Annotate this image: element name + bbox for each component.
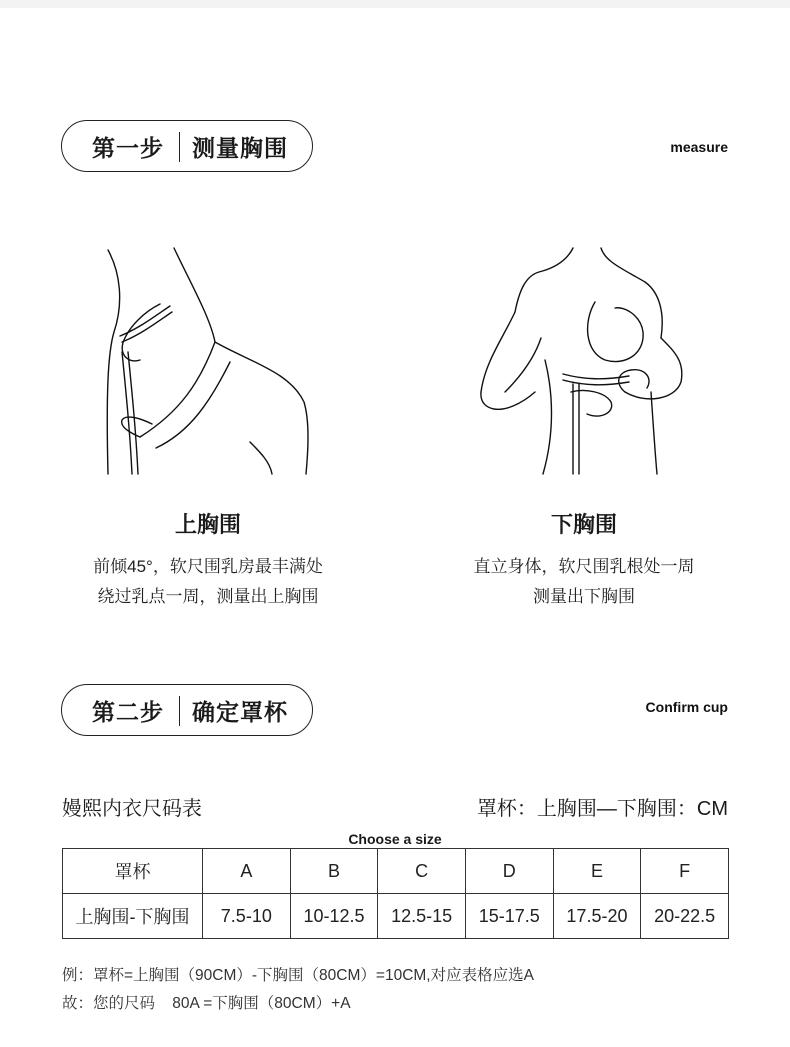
step2-english: Confirm cup xyxy=(645,699,728,715)
step2-name: 确定罩杯 xyxy=(192,698,288,725)
table-header-cell: 罩杯 xyxy=(63,849,203,894)
step2-pill xyxy=(61,684,313,736)
table-header-cell: C xyxy=(378,849,466,894)
table-cell: 15-17.5 xyxy=(465,894,553,939)
figure-desc-upper-line1: 前倾45°，软尺围乳房最丰满处 xyxy=(93,557,323,576)
figure-title-under: 下胸围 xyxy=(550,512,617,537)
table-cell: 上胸围-下胸围 xyxy=(63,894,203,939)
table-header-cell: D xyxy=(465,849,553,894)
example-note: 例：罩杯=上胸围（90CM）-下胸围（80CM）=10CM,对应表格应选A xyxy=(62,967,534,984)
step2-divider xyxy=(179,696,180,726)
table-header-cell: E xyxy=(553,849,641,894)
size-chart-formula: 罩杯：上胸围—下胸围：CM xyxy=(476,798,728,820)
table-header-cell: A xyxy=(203,849,291,894)
figure-title-upper: 上胸围 xyxy=(174,512,241,537)
figure-desc-under-line1: 直立身体，软尺围乳根处一周 xyxy=(473,557,695,576)
step1-divider xyxy=(179,132,180,162)
table-header-cell: B xyxy=(290,849,378,894)
size-table xyxy=(62,848,729,939)
figure-desc-upper-line2: 绕过乳点一周，测量出上胸围 xyxy=(97,587,319,606)
size-chart-title: 嫚熙内衣尺码表 xyxy=(62,798,202,820)
step1-english: measure xyxy=(670,139,728,155)
conclusion-note: 故：您的尺码 80A =下胸围（80CM）+A xyxy=(62,995,351,1012)
size-chart-caption: Choose a size xyxy=(348,831,442,847)
table-cell: 12.5-15 xyxy=(378,894,466,939)
top-band xyxy=(0,0,790,8)
under-bust-measure-illustration xyxy=(475,242,695,480)
table-header-cell: F xyxy=(641,849,729,894)
table-cell: 20-22.5 xyxy=(641,894,729,939)
table-cell: 17.5-20 xyxy=(553,894,641,939)
upper-bust-measure-illustration xyxy=(100,242,315,480)
table-cell: 7.5-10 xyxy=(203,894,291,939)
step1-pill xyxy=(61,120,313,172)
table-header-row xyxy=(63,849,729,894)
step1-name: 测量胸围 xyxy=(192,134,288,161)
figure-desc-upper xyxy=(48,552,368,612)
figure-desc-under xyxy=(424,552,744,612)
table-cell: 10-12.5 xyxy=(290,894,378,939)
step2-number: 第二步 xyxy=(92,698,164,725)
step1-number: 第一步 xyxy=(92,134,164,161)
table-row xyxy=(63,894,729,939)
figure-desc-under-line2: 测量出下胸围 xyxy=(533,587,635,606)
